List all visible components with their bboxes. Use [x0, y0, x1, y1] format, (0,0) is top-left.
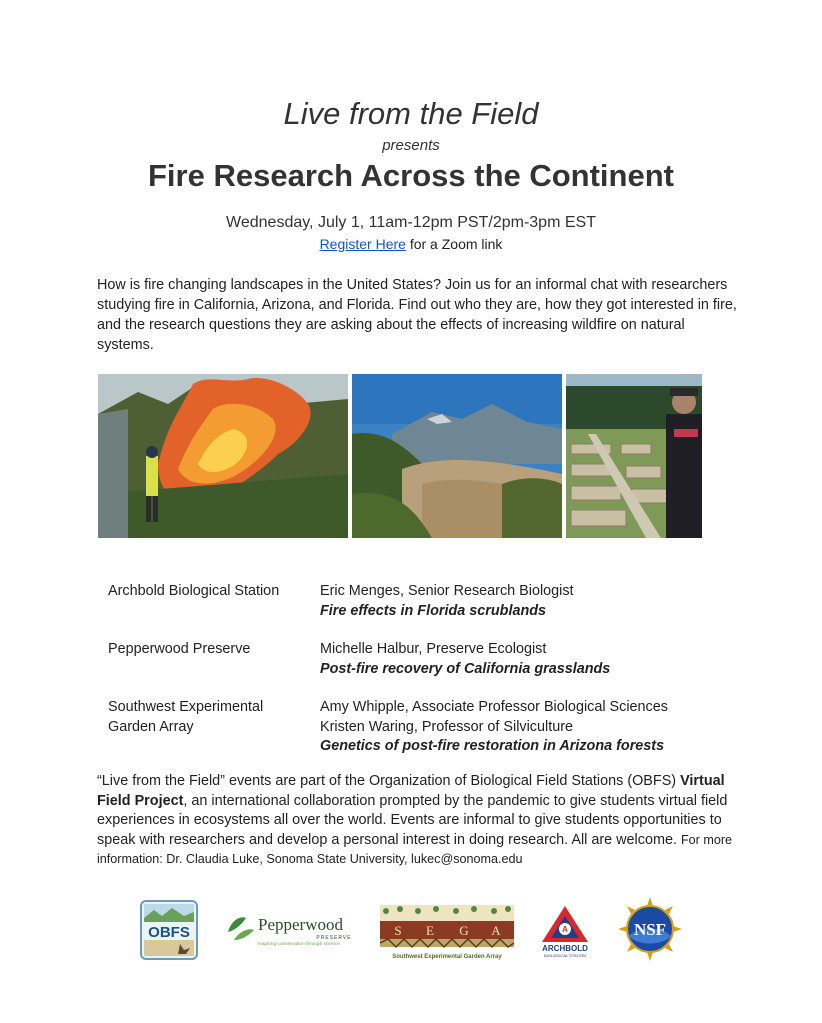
footer-paragraph — [97, 772, 737, 870]
sega-letter: G — [459, 923, 469, 938]
archbold-letter: A — [562, 925, 568, 934]
sega-caption: Southwest Experimental Garden Array — [392, 954, 502, 960]
pepperwood-logo-sub: PRESERVE — [316, 935, 352, 941]
page-title: Fire Research Across the Continent — [148, 158, 674, 193]
pepperwood-logo-text: Pepperwood — [258, 915, 343, 934]
footer-part1: “Live from the Field” events are part of the Organization of Biological Field Stations (OBFS) — [97, 773, 681, 789]
speaker-names — [320, 582, 740, 621]
sega-letter: A — [491, 923, 501, 938]
photo-garden-array — [566, 374, 702, 538]
sega-letter: E — [426, 923, 434, 938]
register-line — [0, 236, 822, 252]
obfs-logo-text: OBFS — [148, 924, 190, 941]
register-link[interactable]: Register Here — [319, 236, 406, 252]
speaker-topic: Fire effects in Florida scrublands — [320, 602, 547, 619]
speaker-names — [320, 698, 740, 757]
speaker-site — [108, 698, 308, 737]
sega-letter: S — [394, 923, 402, 938]
sega-logo — [378, 903, 516, 961]
speaker-topic: Genetics of post-fire restoration in Arizona forests — [320, 738, 665, 754]
speaker-names — [320, 640, 740, 679]
speaker-site-line: Garden Array — [108, 718, 194, 735]
archbold-logo-text: ARCHBOLD — [542, 944, 588, 953]
archbold-logo — [536, 902, 594, 960]
footer-part2: , an international collaboration prompted by the pandemic to give students virtual field experiences in ecosystems all over the world. Events are informal to give students opportunities to speak with researchers and develop a personal interest in doing research. All are welcome. — [97, 792, 728, 848]
speaker-site-line: Southwest Experimental — [108, 699, 264, 715]
nsf-logo-text: NSF — [633, 920, 667, 939]
photo-prescribed-fire — [98, 374, 348, 538]
obfs-logo — [140, 900, 198, 960]
footer-contact: For more information: Dr. Claudia Luke, Sonoma State University, lukec@sonoma.edu — [97, 832, 733, 867]
event-datetime: Wednesday, July 1, 11am-12pm PST/2pm-3pm EST — [226, 214, 596, 231]
speaker-name: Eric Menges, Senior Research Biologist — [320, 583, 574, 599]
speaker-site: Pepperwood Preserve — [108, 641, 251, 657]
pepperwood-logo — [224, 908, 360, 948]
speaker-site: Archbold Biological Station — [108, 583, 280, 599]
intro-paragraph: How is fire changing landscapes in the United States? Join us for an informal chat with researchers studying fire in California, Arizona, and Florida. Find out who they are, how they got interested in fire, and the research questions they are asking about the effects of increasing wildfire on natural systems. — [97, 277, 737, 353]
presents-label: presents — [382, 137, 440, 154]
speaker-topic: Post-fire recovery of California grasslands — [320, 660, 611, 677]
speaker-name: Michelle Halbur, Preserve Ecologist — [320, 641, 547, 657]
archbold-logo-sub: BIOLOGICAL STATION — [544, 953, 586, 958]
nsf-logo — [617, 896, 683, 962]
speaker-name: Kristen Waring, Professor of Silviculture — [320, 718, 573, 735]
register-suffix: for a Zoom link — [405, 236, 503, 252]
series-title: Live from the Field — [283, 96, 539, 131]
photo-grassland-mountains — [352, 374, 562, 538]
pepperwood-logo-tagline: Inspiring conservation through science — [258, 942, 340, 947]
footer-bold: Virtual Field Project — [97, 773, 725, 809]
speaker-name: Amy Whipple, Associate Professor Biological Sciences — [320, 699, 668, 715]
